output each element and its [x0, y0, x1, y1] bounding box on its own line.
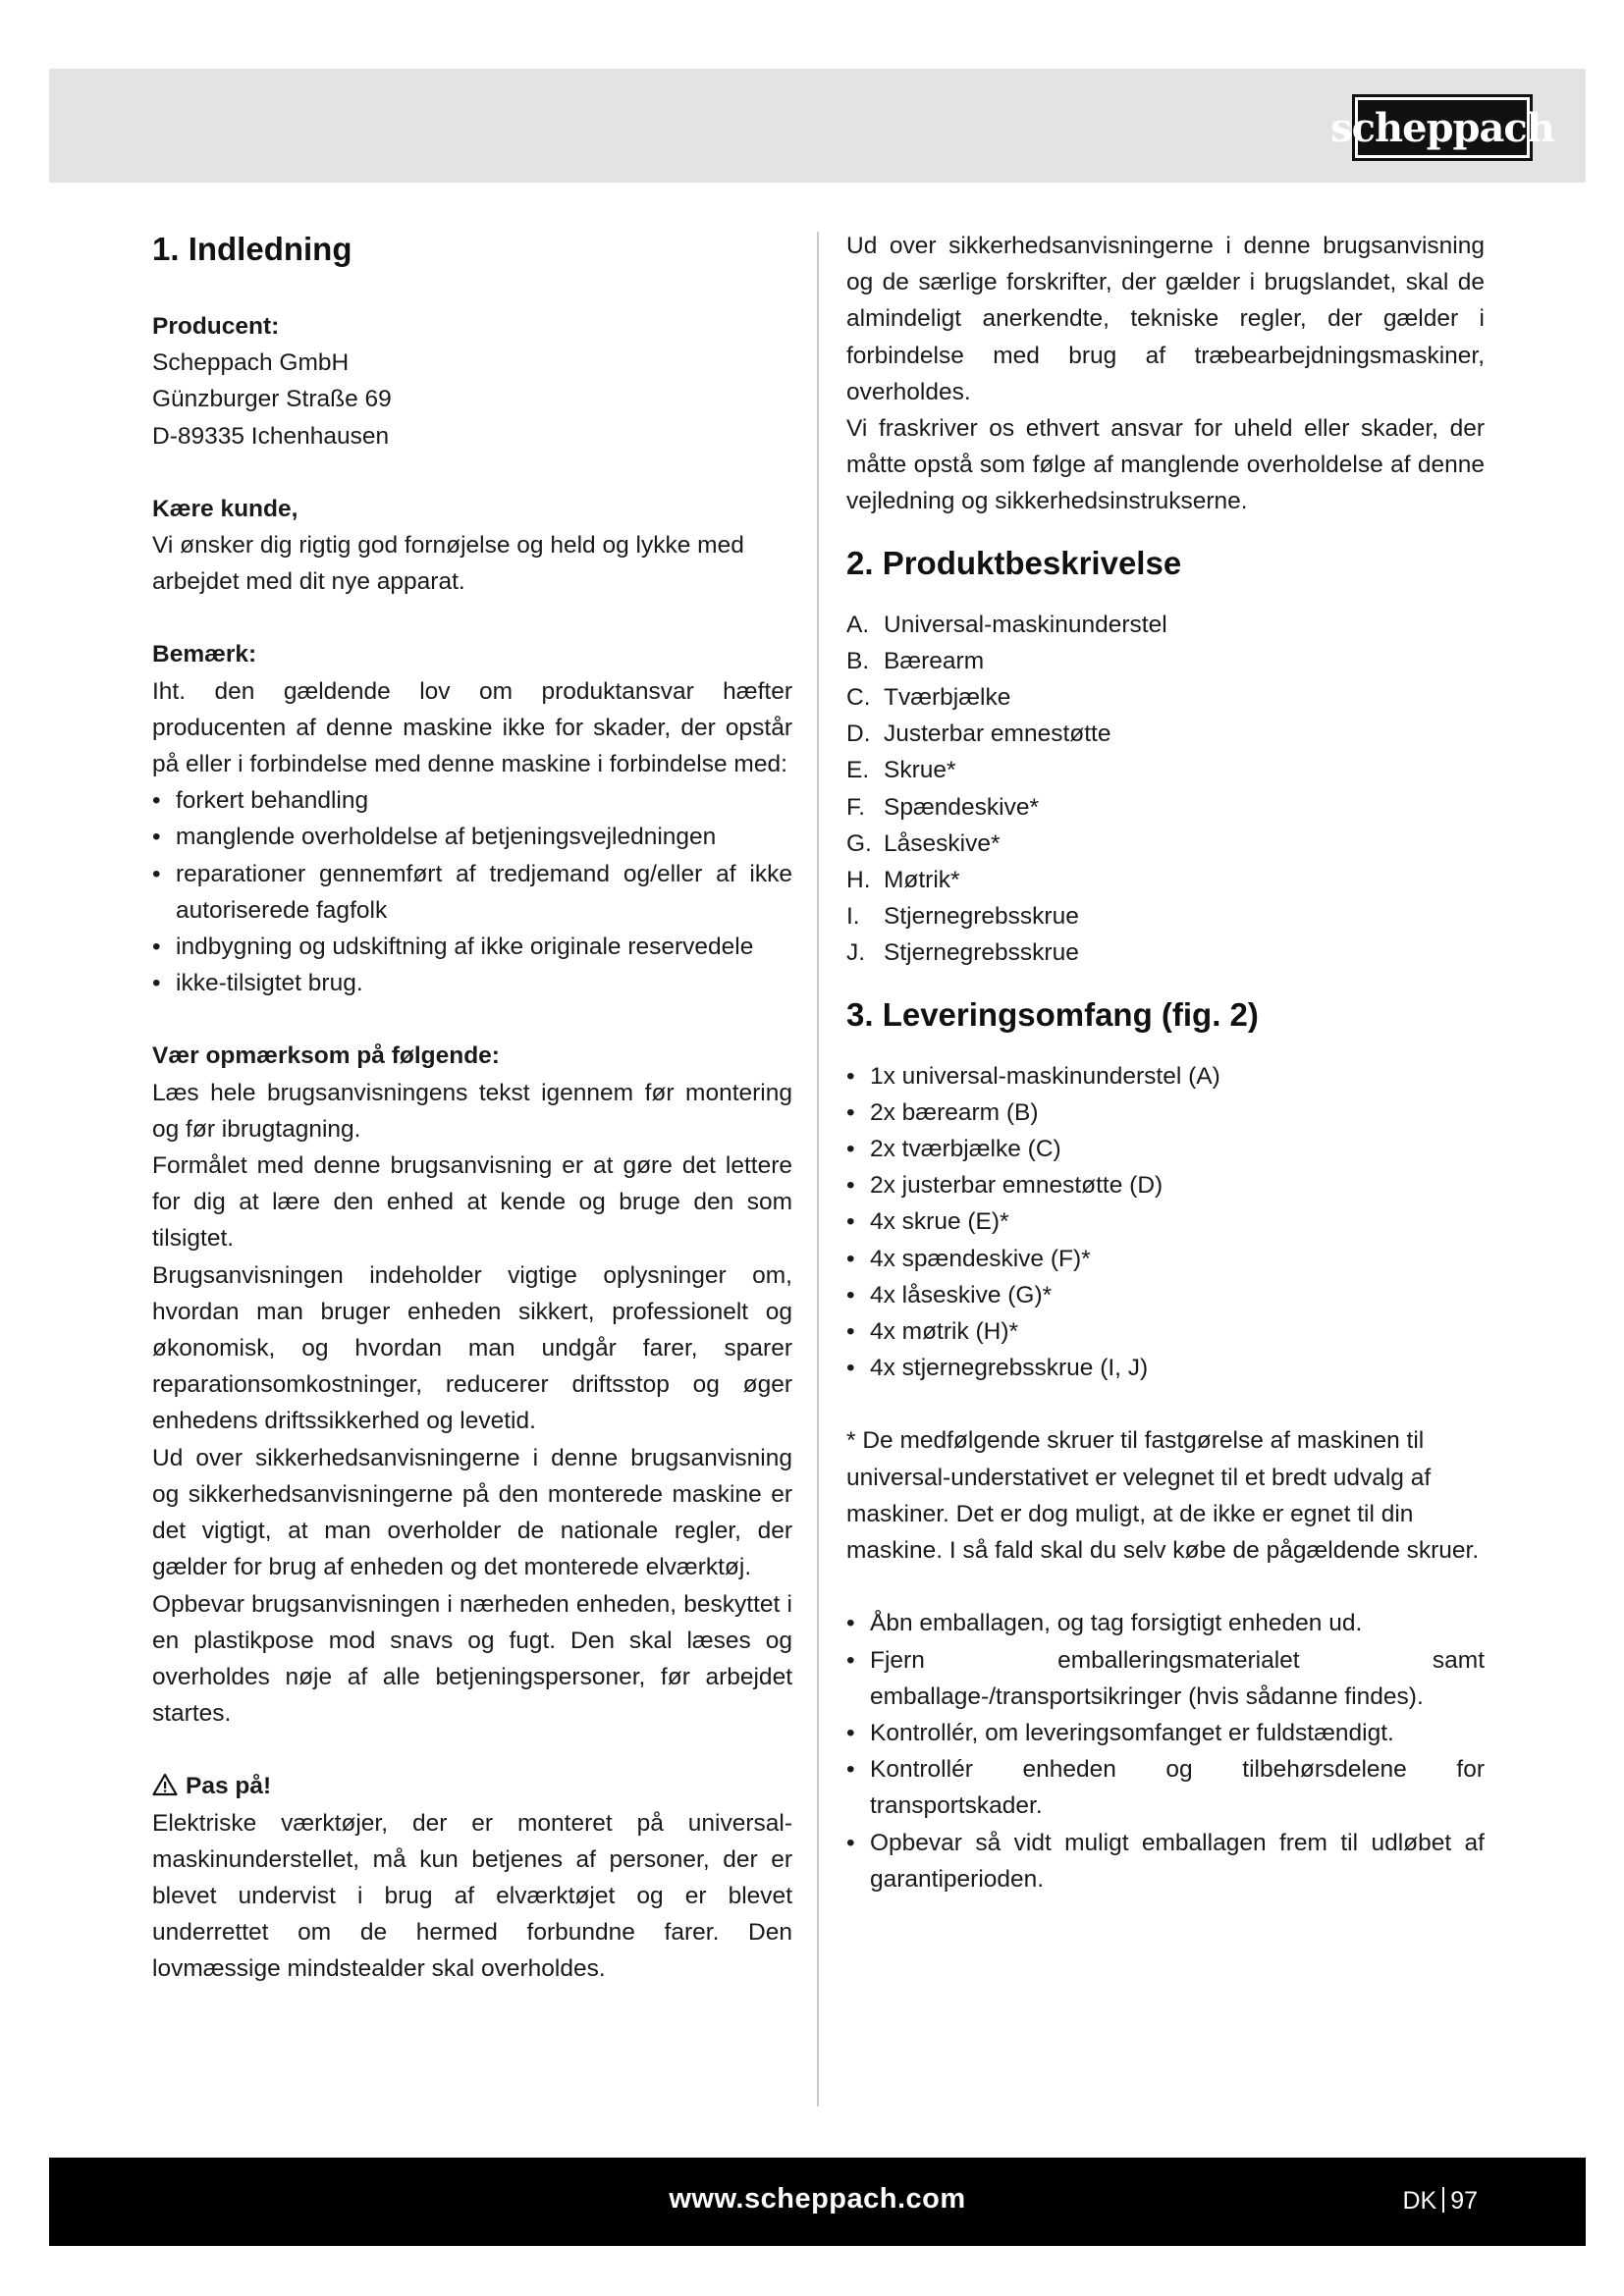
- part-item: J. Stjernegrebsskrue: [846, 939, 1079, 967]
- producer-line: D-89335 Ichenhausen: [152, 422, 390, 450]
- part-item: C. Tværbjælke: [846, 684, 1011, 712]
- column-divider: [817, 232, 819, 2107]
- producer-heading: Producent:: [152, 313, 280, 340]
- list-item: • Fjern emballeringsmaterialet samt emballage-/transportsikringer (hvis sådanne findes).: [846, 1642, 1485, 1715]
- list-item: • ikke-tilsigtet brug.: [152, 965, 792, 1001]
- caution-text: Elektriske værktøjer, der er monteret på universal-maskinunderstellet, må kun betjenes af personer, der er blevet undervist i brug af elværktøjet og er blevet underrettet om de hermed forbundne farer. Den lovmæssige mindstealder skal overholdes.: [152, 1809, 792, 1983]
- section-title-scope-of-delivery: 3. Leveringsomfang (fig. 2): [846, 995, 1259, 1033]
- list-item: • 2x justerbar emnestøtte (D): [846, 1167, 1485, 1203]
- list-item: • forkert behandling: [152, 782, 792, 819]
- section-title-introduction: 1. Indledning: [152, 231, 352, 267]
- caution-heading-row: [152, 1768, 792, 1804]
- dear-customer-heading: Kære kunde,: [152, 495, 298, 522]
- list-item: • 4x låseskive (G)*: [846, 1277, 1485, 1313]
- left-column: [152, 228, 792, 1988]
- producer-line: Günzburger Straße 69: [152, 386, 392, 413]
- attention-paragraph: Formålet med denne brugsanvisning er at gøre det lettere for dig at lære den enhed at kende og bruge den som tilsigtet.: [152, 1152, 792, 1253]
- footer-website: www.scheppach.com: [669, 2183, 966, 2215]
- list-item: • 4x skrue (E)*: [846, 1203, 1485, 1240]
- intro-paragraph: Vi fraskriver os ethvert ansvar for uheld eller skader, der måtte opstå som følge af manglende overholdelse af denne vejledning og sikkerhedsinstrukserne.: [846, 415, 1485, 515]
- attention-paragraph: Ud over sikkerhedsanvisningerne i denne brugsanvisning og sikkerhedsanvisningerne på den monterede maskine er det vigtigt, at man overholder de nationale regler, der gælder for brug af enheden og det monterede elværktøj.: [152, 1444, 792, 1581]
- list-item: • Opbevar så vidt muligt emballagen frem til udløbet af garantiperioden.: [846, 1825, 1485, 1897]
- list-item: • 4x spændeskive (F)*: [846, 1241, 1485, 1277]
- note-heading: Bemærk:: [152, 641, 257, 668]
- screws-footnote: * De medfølgende skruer til fastgørelse af maskinen til universal-understativet er velegnet til et bredt udvalg af maskiner. Det er dog muligt, at de ikke er egnet til din maskine. I så fald skal du selv købe de pågældende skruer.: [846, 1427, 1480, 1565]
- dear-customer-text: Vi ønsker dig rigtig god fornøjelse og held og lykke med arbejdet med dit nye apparat.: [152, 532, 744, 596]
- list-item: • indbygning og udskiftning af ikke originale reservedele: [152, 929, 792, 965]
- attention-paragraph: Brugsanvisningen indeholder vigtige oplysninger om, hvordan man bruger enheden sikkert, professionelt og økonomisk, og hvordan man undgår farer, sparer reparationsomkostninger, reducerer driftsstop og øger enhedens driftssikkerhed og levetid.: [152, 1261, 792, 1435]
- brand-logo: scheppach: [1352, 94, 1533, 161]
- separator: [1442, 2187, 1444, 2213]
- part-item: A. Universal-maskinunderstel: [846, 611, 1167, 638]
- liability-exclusion-list: [152, 782, 792, 1001]
- page-number-value: 97: [1450, 2187, 1478, 2215]
- list-item: • 1x universal-maskinunderstel (A): [846, 1058, 1485, 1095]
- header-band: [49, 69, 1586, 183]
- list-item: • reparationer gennemført af tredjemand og/eller af ikke autoriserede fagfolk: [152, 856, 792, 929]
- list-item: • Kontrollér enheden og tilbehørsdelene for transportskader.: [846, 1751, 1485, 1824]
- list-item: • 2x bærearm (B): [846, 1095, 1485, 1131]
- page-number: [1402, 2187, 1478, 2216]
- right-column: [846, 228, 1485, 1897]
- part-item: E. Skrue*: [846, 757, 956, 784]
- list-item: • 4x møtrik (H)*: [846, 1313, 1485, 1350]
- section-title-product-description: 2. Produktbeskrivelse: [846, 544, 1182, 581]
- part-item: D. Justerbar emnestøtte: [846, 721, 1111, 748]
- part-item: I. Stjernegrebsskrue: [846, 903, 1079, 931]
- parts-list: [846, 607, 1485, 972]
- attention-paragraph: Læs hele brugsanvisningens tekst igennem før montering og før ibrugtagning.: [152, 1079, 792, 1143]
- note-text: Iht. den gældende lov om produktansvar hæfter producenten af denne maskine ikke for skader, der opstår på eller i forbindelse med denne maskine i forbindelse med:: [152, 677, 792, 778]
- scope-of-delivery-list: [846, 1058, 1485, 1387]
- producer-line: Scheppach GmbH: [152, 349, 350, 377]
- part-item: H. Møtrik*: [846, 867, 960, 894]
- warning-triangle-icon: [152, 1773, 178, 1796]
- attention-heading: Vær opmærksom på følgende:: [152, 1042, 500, 1070]
- footer-band: [49, 2158, 1586, 2246]
- part-item: F. Spændeskive*: [846, 793, 1039, 821]
- list-item: • 2x tværbjælke (C): [846, 1131, 1485, 1167]
- part-item: G. Låseskive*: [846, 829, 1001, 857]
- attention-paragraph: Opbevar brugsanvisningen i nærheden enheden, beskyttet i en plastikpose mod snavs og fugt. Den skal læses og overholdes nøje af alle betjeningspersoner, før arbejdet startes.: [152, 1590, 792, 1728]
- list-item: • 4x stjernegrebsskrue (I, J): [846, 1350, 1485, 1386]
- intro-paragraph: Ud over sikkerhedsanvisningerne i denne brugsanvisning og de særlige forskrifter, der gælder i brugslandet, skal de almindeligt anerkendte, tekniske regler, der gælder i forbindelse med brug af træbearbejdningsmaskiner, overholdes.: [846, 233, 1485, 405]
- part-item: B. Bærearm: [846, 647, 985, 674]
- unpacking-list: [846, 1605, 1485, 1897]
- caution-heading: Pas på!: [186, 1773, 272, 1800]
- list-item: • manglende overholdelse af betjeningsvejledningen: [152, 819, 792, 855]
- list-item: • Åbn emballagen, og tag forsigtigt enheden ud.: [846, 1605, 1485, 1641]
- language-code: DK: [1402, 2187, 1437, 2215]
- list-item: • Kontrollér, om leveringsomfanget er fuldstændigt.: [846, 1715, 1485, 1751]
